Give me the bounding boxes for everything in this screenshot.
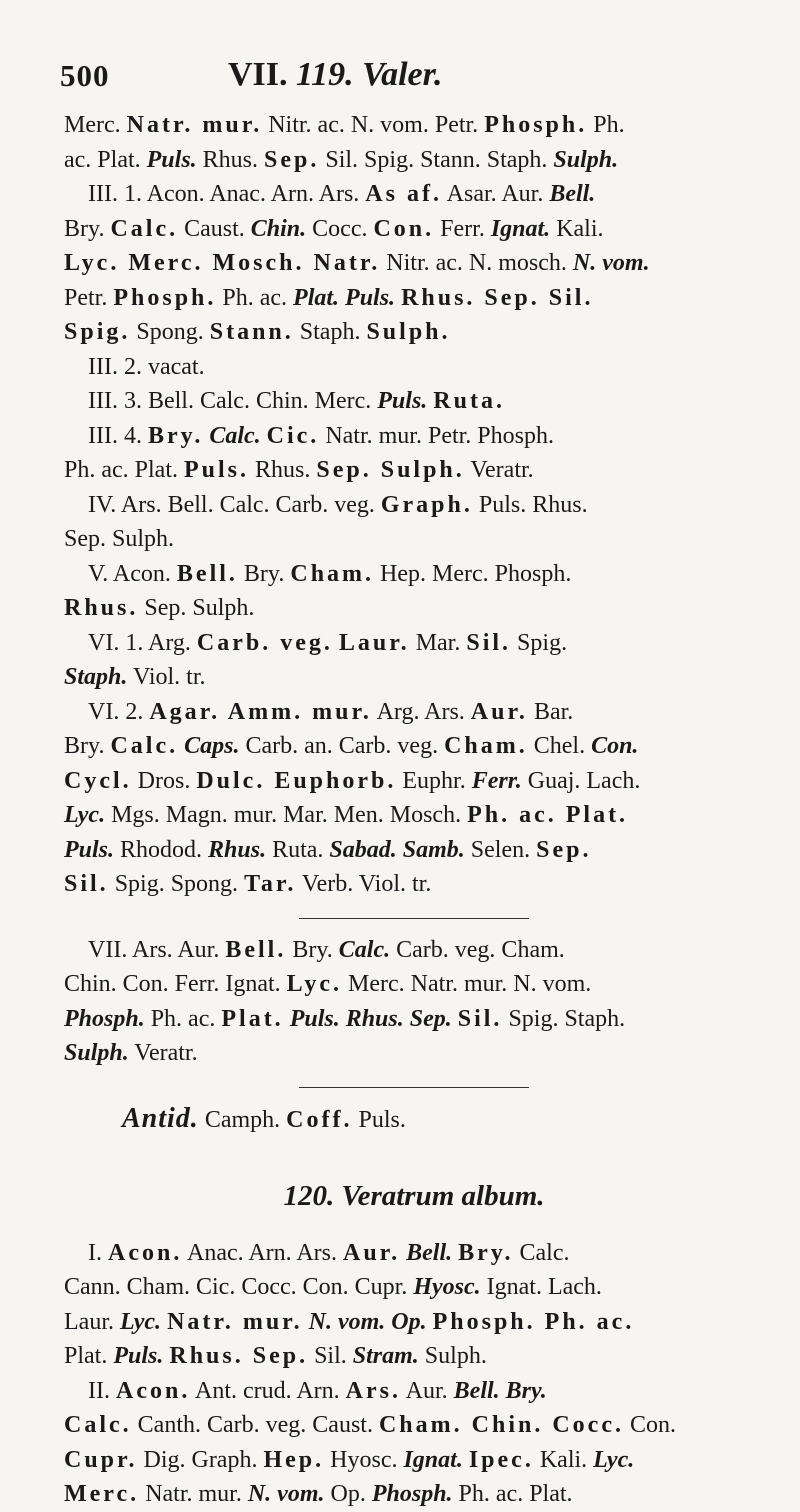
remedy-grade-bold: Hep. bbox=[263, 1446, 325, 1473]
text-segment: Natr. mur. Petr. Phosph. bbox=[319, 422, 554, 449]
remedy-grade-italic: Puls. bbox=[146, 146, 197, 173]
text-line bbox=[88, 1378, 547, 1404]
remedy-grade-italic: Bell. bbox=[406, 1239, 453, 1266]
remedy-grade-italic: Puls. bbox=[113, 1343, 164, 1369]
running-head-chapter-number: 119. bbox=[296, 56, 354, 93]
text-line bbox=[64, 1274, 602, 1300]
text-line bbox=[88, 561, 571, 587]
text-segment: Ferr. bbox=[434, 215, 491, 242]
text-line bbox=[88, 423, 554, 449]
text-segment: V. Acon. bbox=[88, 560, 177, 587]
text-segment: Spong. bbox=[130, 319, 210, 345]
text-line bbox=[64, 595, 254, 621]
text-segment: Sep. Sulph. bbox=[138, 595, 255, 621]
section-divider bbox=[299, 918, 529, 919]
text-segment: Laur. bbox=[64, 1308, 120, 1335]
remedy-grade-bold: Cham. bbox=[444, 733, 528, 759]
remedy-grade-bold: Calc. bbox=[110, 733, 179, 759]
remedy-grade-bold: Phosph. bbox=[113, 284, 217, 311]
remedy-grade-bold: Stann. bbox=[209, 319, 294, 345]
text-segment: Con. bbox=[623, 1412, 676, 1438]
text-segment: IV. Ars. Bell. Calc. Carb. veg. bbox=[88, 491, 381, 518]
remedy-grade-bold: Plat. bbox=[221, 1005, 284, 1032]
text-line bbox=[88, 630, 567, 656]
remedy-grade-bold: Cycl. bbox=[64, 767, 132, 794]
text-paragraph bbox=[64, 177, 764, 350]
text-line bbox=[64, 285, 593, 311]
text-segment: Sil. bbox=[308, 1343, 353, 1369]
remedy-grade-italic: Sabad. Samb. bbox=[329, 836, 465, 863]
text-segment: Staph. bbox=[293, 319, 367, 345]
remedy-grade-italic: Calc. bbox=[338, 936, 391, 963]
text-segment: Chel. bbox=[527, 733, 592, 759]
remedy-grade-italic: Bell. Bry. bbox=[453, 1377, 547, 1404]
text-paragraph bbox=[64, 350, 764, 385]
text-segment: III. 3. Bell. Calc. Chin. Merc. bbox=[88, 388, 378, 414]
text-line bbox=[64, 1412, 676, 1438]
remedy-grade-italic: N. vom. bbox=[572, 250, 650, 276]
text-line bbox=[64, 216, 604, 242]
remedy-grade-bold: Con. bbox=[373, 215, 435, 242]
text-segment: III. 1. Acon. Anac. Arn. Ars. bbox=[88, 181, 366, 207]
remedy-grade-italic: Phosph. bbox=[371, 1481, 453, 1507]
text-segment: Nitr. ac. N. mosch. bbox=[380, 250, 573, 276]
text-segment: Calc. bbox=[513, 1239, 570, 1266]
remedy-grade-bold: Carb. veg. bbox=[196, 629, 333, 656]
running-head-chapter-name: Valer. bbox=[362, 56, 443, 93]
text-segment: Ph. ac. Plat. bbox=[64, 457, 184, 483]
remedy-grade-italic: Plat. Puls. bbox=[293, 284, 396, 311]
text-line bbox=[64, 457, 534, 483]
text-segment: Arg. Ars. bbox=[371, 698, 471, 725]
remedy-grade-italic: Puls. Rhus. Sep. bbox=[289, 1005, 452, 1032]
text-segment: Ant. crud. Arn. bbox=[190, 1377, 346, 1404]
remedy-grade-bold: Phosph. Ph. ac. bbox=[432, 1308, 635, 1335]
text-segment: Puls. Rhus. bbox=[472, 491, 588, 518]
text-segment: Kali. bbox=[550, 215, 604, 242]
remedy-grade-italic: Stram. bbox=[352, 1343, 419, 1369]
remedy-grade-bold: Merc. bbox=[64, 1481, 140, 1507]
remedy-grade-italic: Calc. bbox=[209, 422, 261, 449]
remedy-grade-bold: Sil. bbox=[466, 629, 512, 656]
remedy-grade-bold: Agar. Amm. mur. bbox=[149, 698, 372, 725]
running-head bbox=[228, 56, 442, 94]
text-segment: Sulph. bbox=[418, 1343, 487, 1369]
remedy-grade-italic: Ferr. bbox=[471, 767, 522, 794]
remedy-grade-italic: Sulph. bbox=[64, 1040, 129, 1066]
text-segment: Nitr. ac. N. vom. Petr. bbox=[262, 112, 485, 138]
remedy-grade-italic: Chin. bbox=[250, 215, 307, 242]
text-segment: Hyosc. bbox=[324, 1446, 404, 1473]
text-segment: II. bbox=[88, 1377, 116, 1404]
section-divider bbox=[299, 1087, 529, 1088]
remedy-grade-bold: Cham. bbox=[290, 560, 375, 587]
text-line bbox=[64, 768, 640, 794]
text-segment: Rhodod. bbox=[114, 836, 209, 863]
remedy-grade-italic: Hyosc. bbox=[413, 1274, 481, 1300]
remedy-grade-italic: Lyc. bbox=[119, 1308, 162, 1335]
text-segment: Plat. bbox=[64, 1343, 114, 1369]
remedy-grade-bold: Phosph. bbox=[484, 112, 588, 138]
remedy-grade-bold: Aur. bbox=[343, 1239, 401, 1266]
text-segment: Guaj. Lach. bbox=[521, 767, 641, 794]
text-segment: Cann. Cham. Cic. Cocc. Con. Cupr. bbox=[64, 1274, 414, 1300]
text-body bbox=[64, 108, 764, 1512]
chapter-heading bbox=[64, 1179, 764, 1214]
page-header bbox=[58, 58, 758, 98]
text-segment: I. bbox=[88, 1239, 108, 1266]
text-segment: Petr. bbox=[64, 284, 114, 311]
remedy-grade-bold: Cham. Chin. Cocc. bbox=[378, 1412, 624, 1438]
text-line bbox=[64, 526, 174, 552]
text-segment: Spig. Spong. bbox=[108, 871, 245, 897]
text-paragraph bbox=[64, 488, 764, 557]
remedy-grade-italic: Rhus. bbox=[208, 836, 267, 863]
text-line bbox=[64, 112, 625, 138]
remedy-grade-italic: Ignat. bbox=[490, 215, 551, 242]
text-segment: Canth. Carb. veg. Caust. bbox=[131, 1412, 379, 1438]
antidotes-label: Antid. bbox=[122, 1102, 199, 1134]
text-segment: Sil. Spig. Stann. Staph. bbox=[319, 146, 554, 173]
remedy-grade-bold: Rhus. Sep. bbox=[169, 1343, 309, 1369]
remedy-grade-bold: Acon. bbox=[115, 1377, 191, 1404]
text-segment: VII. Ars. Aur. bbox=[88, 936, 226, 963]
text-segment: Ruta. bbox=[266, 836, 330, 863]
text-line bbox=[64, 971, 591, 997]
remedy-grade-bold: Sep. bbox=[264, 146, 320, 173]
text-segment: Bar. bbox=[527, 698, 574, 725]
remedy-grade-italic: Puls. bbox=[64, 836, 115, 863]
text-segment: Spig. Staph. bbox=[502, 1005, 626, 1032]
text-segment: Bry. bbox=[64, 733, 111, 759]
remedy-grade-bold: Lyc. Merc. Mosch. Natr. bbox=[64, 250, 381, 276]
remedy-grade-bold: Sil. bbox=[457, 1005, 503, 1032]
text-line bbox=[88, 492, 588, 518]
text-segment: Carb. an. Carb. veg. bbox=[239, 733, 445, 759]
text-segment: Mar. bbox=[409, 629, 467, 656]
text-segment: Euphr. bbox=[396, 767, 472, 794]
text-segment: Merc. bbox=[64, 112, 127, 138]
remedy-grade-bold: Puls. bbox=[184, 457, 250, 483]
text-line bbox=[64, 1481, 573, 1507]
text-segment: Aur. bbox=[400, 1377, 454, 1404]
running-head-part: VII. bbox=[228, 56, 288, 93]
remedy-grade-bold: Bell. bbox=[176, 560, 238, 587]
remedy-grade-bold: Cupr. bbox=[64, 1446, 138, 1473]
text-segment: Mgs. Magn. mur. Mar. Men. Mosch. bbox=[105, 802, 468, 828]
remedy-grade-italic: Puls. bbox=[377, 388, 428, 414]
text-segment: Puls. bbox=[352, 1106, 406, 1133]
text-segment: Hep. Merc. Phosph. bbox=[374, 560, 572, 587]
text-segment: Asar. Aur. bbox=[441, 181, 550, 207]
remedy-grade-bold: Acon. bbox=[108, 1239, 183, 1266]
remedy-grade-bold: Dulc. Euphorb. bbox=[196, 767, 397, 794]
remedy-grade-italic: Sulph. bbox=[553, 146, 619, 173]
text-segment: Viol. tr. bbox=[127, 664, 206, 690]
text-line bbox=[88, 354, 205, 380]
remedy-grade-italic: N. vom. Op. bbox=[308, 1308, 427, 1335]
text-paragraph bbox=[64, 108, 764, 177]
text-segment: Camph. bbox=[198, 1106, 287, 1133]
remedy-grade-bold: Calc. bbox=[64, 1412, 132, 1438]
text-line bbox=[64, 1309, 634, 1335]
text-line bbox=[64, 147, 618, 173]
text-segment: Veratr. bbox=[464, 457, 534, 483]
remedy-grade-bold: Ph. ac. Plat. bbox=[467, 802, 629, 828]
text-paragraph bbox=[64, 695, 764, 902]
remedy-grade-bold: Aur. bbox=[470, 698, 528, 725]
remedy-grade-italic: Bell. bbox=[549, 181, 596, 207]
remedy-grade-bold: Graph. bbox=[380, 491, 473, 518]
text-segment: Dig. Graph. bbox=[137, 1446, 264, 1473]
remedy-grade-italic: N. vom. bbox=[247, 1481, 325, 1507]
text-segment: Rhus. bbox=[196, 146, 265, 173]
text-paragraph bbox=[64, 933, 764, 1071]
text-segment: Spig. bbox=[511, 629, 568, 656]
text-segment: Ph. ac. bbox=[144, 1005, 222, 1032]
remedy-grade-bold: Tar. bbox=[244, 871, 297, 897]
text-segment: III. 2. vacat. bbox=[88, 353, 205, 380]
remedy-grade-italic: Staph. bbox=[64, 664, 128, 690]
remedy-grade-bold: Ars. bbox=[345, 1377, 401, 1404]
remedy-grade-bold: Calc. bbox=[110, 215, 179, 242]
text-line bbox=[88, 699, 573, 725]
text-segment: Caust. bbox=[178, 215, 251, 242]
text-line bbox=[64, 1343, 487, 1369]
text-segment: Bry. bbox=[237, 560, 291, 587]
remedy-grade-bold: Natr. mur. bbox=[167, 1308, 303, 1335]
remedy-grade-italic: Lyc. bbox=[64, 802, 106, 828]
remedy-grade-bold: Rhus. Sep. Sil. bbox=[401, 284, 594, 311]
text-line bbox=[88, 181, 595, 207]
text-line bbox=[88, 388, 505, 414]
text-segment: Veratr. bbox=[128, 1040, 198, 1066]
antidotes-line bbox=[64, 1102, 764, 1138]
remedy-grade-bold: Spig. bbox=[64, 319, 131, 345]
text-segment: 120. Veratrum album. bbox=[283, 1180, 545, 1212]
text-segment: Ph. ac. Plat. bbox=[452, 1481, 573, 1507]
remedy-grade-bold: Sep. bbox=[536, 836, 592, 863]
remedy-grade-italic: Con. bbox=[591, 733, 639, 759]
remedy-grade-bold: Bry. bbox=[147, 422, 204, 449]
remedy-grade-bold: Ruta. bbox=[433, 388, 505, 414]
remedy-grade-bold: Bell. bbox=[225, 936, 287, 963]
text-line bbox=[64, 802, 628, 828]
text-segment: Anac. Arn. Ars. bbox=[182, 1239, 343, 1266]
text-paragraph bbox=[64, 626, 764, 695]
remedy-grade-bold: Natr. mur. bbox=[126, 112, 263, 138]
text-line bbox=[64, 1006, 625, 1032]
text-segment: Rhus. bbox=[249, 457, 317, 483]
text-segment: Ph. ac. bbox=[216, 284, 294, 311]
text-line bbox=[64, 319, 451, 345]
text-line bbox=[64, 664, 206, 690]
text-segment: Ignat. Lach. bbox=[480, 1274, 602, 1300]
text-line bbox=[88, 1240, 569, 1266]
text-paragraph bbox=[64, 1236, 764, 1374]
text-segment: Bry. bbox=[286, 936, 339, 963]
text-segment: Carb. veg. Cham. bbox=[390, 936, 565, 963]
text-segment: Verb. Viol. tr. bbox=[296, 871, 432, 897]
text-segment: Merc. Natr. mur. N. vom. bbox=[342, 971, 592, 997]
text-line bbox=[64, 250, 650, 276]
text-line bbox=[64, 1447, 634, 1473]
remedy-grade-bold: Lyc. bbox=[286, 971, 342, 997]
text-line bbox=[64, 1040, 198, 1066]
remedy-grade-bold: Sulph. bbox=[366, 319, 451, 345]
remedy-grade-bold: Cic. bbox=[266, 422, 320, 449]
text-segment: Dros. bbox=[131, 767, 197, 794]
remedy-grade-italic: Lyc. bbox=[593, 1446, 635, 1473]
remedy-grade-bold: Rhus. bbox=[64, 595, 139, 621]
remedy-grade-bold: Laur. bbox=[338, 629, 410, 656]
text-line bbox=[64, 837, 591, 863]
text-segment: III. 4. bbox=[88, 422, 148, 449]
remedy-grade-bold: Sil. bbox=[64, 871, 109, 897]
remedy-grade-bold: Bry. bbox=[458, 1239, 514, 1266]
text-segment: Natr. mur. bbox=[139, 1481, 248, 1507]
text-segment: Ph. bbox=[587, 112, 625, 138]
page-number: 500 bbox=[60, 58, 110, 93]
remedy-grade-italic: Phosph. bbox=[64, 1005, 145, 1032]
text-segment: Bry. bbox=[64, 215, 111, 242]
text-line bbox=[88, 937, 565, 963]
text-segment: Cocc. bbox=[306, 215, 374, 242]
text-segment: Selen. bbox=[464, 836, 537, 863]
text-paragraph bbox=[64, 384, 764, 419]
remedy-grade-bold: Sep. Sulph. bbox=[316, 457, 465, 483]
text-paragraph bbox=[64, 419, 764, 488]
text-segment: Kali. bbox=[533, 1446, 594, 1473]
text-line bbox=[64, 733, 638, 759]
text-segment: VI. 1. Arg. bbox=[88, 629, 197, 656]
text-segment: Chin. Con. Ferr. Ignat. bbox=[64, 971, 287, 997]
remedy-grade-italic: Caps. bbox=[184, 733, 240, 759]
text-segment: ac. Plat. bbox=[64, 146, 147, 173]
remedy-grade-bold: Ipec. bbox=[468, 1446, 534, 1473]
text-paragraph bbox=[64, 557, 764, 626]
remedy-grade-bold: As af. bbox=[365, 181, 442, 207]
text-line bbox=[64, 871, 431, 897]
text-segment: VI. 2. bbox=[88, 698, 150, 725]
text-segment: Sep. Sulph. bbox=[64, 526, 175, 552]
text-paragraph bbox=[64, 1374, 764, 1512]
text-segment: Op. bbox=[324, 1481, 372, 1507]
remedy-grade-italic: Ignat. bbox=[403, 1446, 463, 1473]
remedy-grade-bold: Coff. bbox=[286, 1106, 353, 1133]
